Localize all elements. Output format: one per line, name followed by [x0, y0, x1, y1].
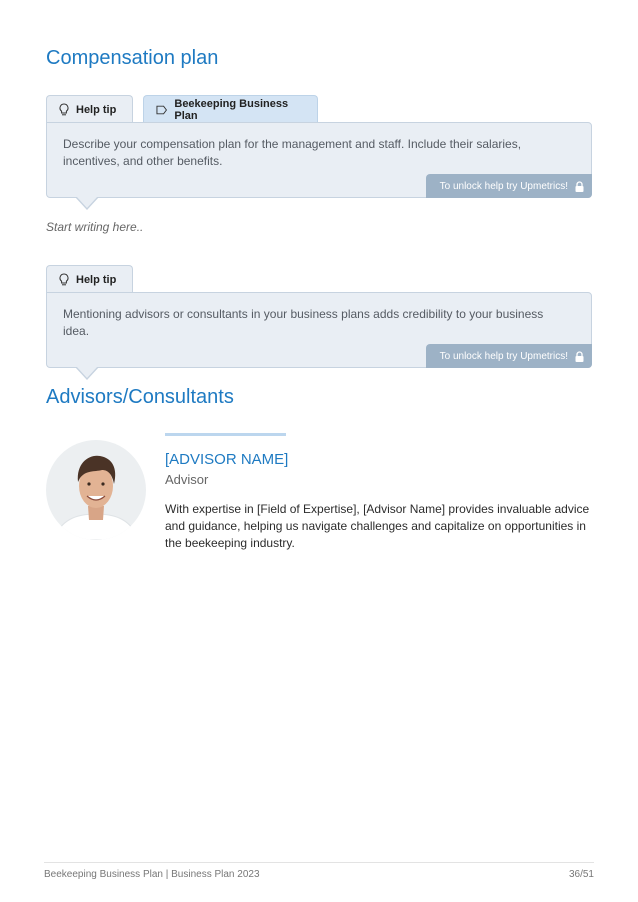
tip-pointer — [75, 197, 99, 210]
help-tip-text: Mentioning advisors or consultants in your business plans adds credibility to your business idea. — [63, 307, 544, 338]
unlock-upmetrics-button[interactable] — [426, 174, 592, 198]
footer-divider — [44, 862, 594, 863]
unlock-upmetrics-button[interactable] — [426, 344, 592, 368]
unlock-label: To unlock help try Upmetrics! — [439, 180, 568, 192]
tab-business-plan[interactable] — [143, 95, 318, 123]
tab-help-tip[interactable] — [46, 95, 133, 123]
footer-document-title: Beekeeping Business Plan | Business Plan 2023 — [44, 869, 260, 880]
writing-placeholder[interactable]: Start writing here.. — [46, 220, 144, 234]
help-tip-box-advisors — [46, 292, 592, 368]
advisor-avatar — [46, 440, 146, 540]
advisor-role: Advisor — [165, 472, 209, 487]
help-tip-text: Describe your compensation plan for the management and staff. Include their salaries, incentives, and other benefits. — [63, 137, 522, 168]
compensation-plan-title: Compensation plan — [46, 47, 219, 69]
tag-icon — [156, 105, 167, 115]
tab-help-tip-2[interactable] — [46, 265, 133, 293]
tip-pointer — [75, 367, 99, 380]
advisor-accent-bar — [165, 433, 286, 436]
tab-help-tip-label: Help tip — [76, 273, 117, 286]
help-tip-box-compensation — [46, 122, 592, 198]
advisor-name: [ADVISOR NAME] — [165, 451, 289, 468]
unlock-label: To unlock help try Upmetrics! — [439, 350, 568, 362]
lightbulb-icon — [59, 103, 69, 116]
advisors-consultants-title: Advisors/Consultants — [46, 386, 234, 408]
lock-icon — [575, 351, 584, 362]
tab-business-plan-label: Beekeeping Business Plan — [174, 97, 289, 122]
lightbulb-icon — [59, 273, 69, 286]
footer-page-number: 36/51 — [568, 869, 594, 880]
advisor-bio: With expertise in [Field of Expertise], [Advisor Name] provides invaluable advice and guidance, helping us navigate challenges and capitalize on opportunities in the beekeeping industry. — [165, 502, 590, 550]
lock-icon — [575, 181, 584, 192]
tab-help-tip-label: Help tip — [76, 103, 117, 116]
